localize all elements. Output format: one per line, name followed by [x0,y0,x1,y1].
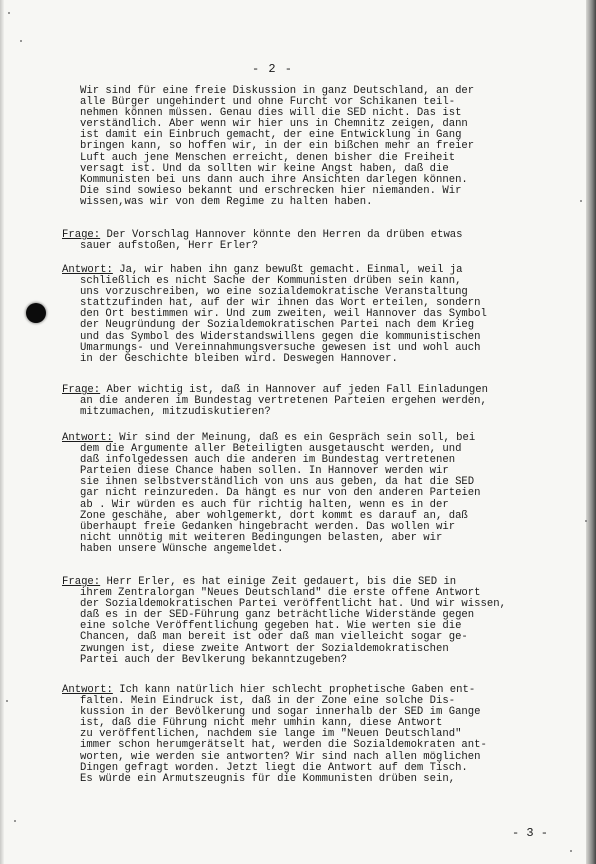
paper-speck [6,700,8,702]
page-number-bottom: - 3 - [512,826,549,840]
text-line: Kommunisten bei uns dann auch ihre Ansichten darlegen können. [80,173,468,186]
text-line: eine solche Veröffentlichung gegeben hat. Wie werten sie die [80,620,462,633]
answer-paragraph [62,685,487,785]
text-line: und das Symbol des Widerstandswillens gegen die kommunistischen [80,330,481,343]
text-line: zu veröffentlichen, nachdem sie lange im "Neuen Deutschland" [80,728,462,741]
text-line: Es würde ein Armutszeugnis für die Kommunisten drüben sein, [80,772,456,785]
text-line: haben unsere Wünsche angemeldet. [80,542,284,555]
text-line: in der Geschichte bleiben wird. Deswegen Hannover. [80,352,398,365]
text-line: ihrem Zentralorgan "Neues Deutschland" die erste offene Antwort [80,587,481,600]
text-line: kussion in der Bevölkerung und sogar innerhalb der SED im Gange [80,706,481,719]
line-text: Ich kann natürlich hier schlecht prophetische Gaben ent- [112,684,476,696]
intro-paragraph [80,86,474,208]
text-line: Umarmungs- und Vereinnahmungsversuche gewesen ist und wohl auch [80,341,481,354]
text-line: nicht unnötig mit weiteren Bedingungen belasten, aber wir [80,531,443,544]
page-number-top: - 2 - [252,62,294,76]
text-line: stattzufinden hat, auf der wir ihnen das Wort erteilen, sondern [80,297,481,310]
line-text: Ja, wir haben ihn ganz bewußt gemacht. Einmal, weil ja [112,264,463,276]
text-line: überhaupt freie Gedanken hingebracht werden. Das wollen wir [80,520,456,533]
text-line: ab . Wir würden es auch für richtig halten, wenn es in der [80,498,449,511]
text-line: ist, daß die Führung nicht mehr umhin kann, diese Antwort [80,717,443,730]
answer-label: Antwort: [62,432,113,444]
question-paragraph [62,230,463,252]
answer-paragraph [62,265,487,365]
text-line: der Sozialdemokratischen Partei veröffentlicht hat. Und wir wissen, [80,598,506,611]
paper-speck [14,820,16,822]
question-label: Frage: [62,229,101,241]
paper-speck [580,200,582,202]
text-line: Partei auch der Bevlkerung bekanntzugeben? [80,653,348,666]
paper-speck [570,850,572,852]
text-line: an die anderen im Bundestag vertretenen Parteien ergehen werden, [80,395,487,408]
page-left-edge [0,0,4,864]
text-line: worten, wie werden sie antworten? Wir sind nach allen möglichen [80,750,481,763]
line-text: Der Vorschlag Hannover könnte den Herren da drüben etwas [100,229,463,241]
text-line: zwungen ist, diese zweite Antwort der Sozialdemokratischen [80,642,449,655]
paper-speck [585,520,587,522]
text-line: schließlich es nicht Sache der Kommunisten drüben sein kann, [80,275,462,288]
text-line: gar nicht reinzureden. Da hängt es nur von den anderen Parteien [80,487,481,500]
answer-paragraph [62,433,481,555]
text-line: immer schon herumgerätselt hat, werden die Sozialdemokraten ant- [80,739,487,752]
text-line: nehmen können müssen. Genau dies will die SED nicht. Das ist [80,107,462,120]
question-label: Frage: [62,384,101,396]
question-paragraph [62,385,488,418]
text-line: dem die Argumente aller Beteiligten ausgetauscht werden, und [80,443,462,456]
paper-speck [20,40,22,42]
text-line: alle Bürger ungehindert und ohne Furcht vor Schikanen teil- [80,96,456,109]
question-label: Frage: [62,576,101,588]
text-line: ist damit ein Einbruch gemacht, der eine Entwicklung in Gang [80,129,462,142]
text-line: Die sind sowieso bekannt und erschrecken hier niemanden. Wir [80,184,462,197]
line-text: Wir sind der Meinung, daß es ein Gespräch sein soll, bei [112,432,476,444]
text-line: Luft auch jene Menschen erreicht, denen bisher die Freiheit [80,151,456,164]
text-line: Chancen, daß man bereit ist oder daß man vielleicht sogar ge- [80,631,468,644]
text-line: Dingen gefragt worden. Jetzt liegt die Antwort auf dem Tisch. [80,761,468,774]
text-line: versagt ist. Und da sollten wir keine Angst haben, daß die [80,162,449,175]
text-line: bringen kann, so hoffen wir, in der ein bißchen mehr an freier [80,140,475,153]
text-line: Zone geschähe, aber wohlgemerkt, dort kommt es darauf an, daß [80,509,468,522]
answer-label: Antwort: [62,684,113,696]
text-line: mitzumachen, mitzudiskutieren? [80,406,271,419]
text-line: daß es in der SED-Führung ganz beträchtliche Widerstände gegen [80,609,475,622]
paper-speck [8,12,10,14]
text-line: daß infolgedessen auch die anderen im Bundestag vertretenen [80,454,456,467]
line-text: Herr Erler, es hat einige Zeit gedauert, bis die SED in [100,576,457,588]
text-line: wissen,was wir von dem Regime zu halten haben. [80,195,373,208]
punch-hole-mark [26,303,46,323]
text-line: Parteien diese Chance haben sollen. In Hannover werden wir [80,465,449,478]
page-right-edge [586,0,596,864]
text-line: falten. Mein Eindruck ist, daß in der Zone eine solche Dis- [80,695,456,708]
text-line: der Neugründung der Sozialdemokratischen Partei nach dem Krieg [80,319,475,332]
text-line: den Ort bestimmen wir. Und zum zweiten, weil Hannover das Symbol [80,308,487,321]
question-paragraph [62,577,506,666]
text-line: sie ihnen selbstverständlich von uns aus geben, da hat die SED [80,476,475,489]
line-text: Aber wichtig ist, daß in Hannover auf jeden Fall Einladungen [100,384,488,396]
text-line: Wir sind für eine freie Diskussion in ganz Deutschland, an der [80,85,475,97]
text-line: uns vorzuschreiben, wo eine sozialdemokratische Veranstaltung [80,286,468,299]
answer-label: Antwort: [62,264,113,276]
text-line: sauer aufstoßen, Herr Erler? [80,240,259,253]
text-line: verständlich. Aber wenn wir hier uns in Chemnitz zeigen, dann [80,118,468,131]
